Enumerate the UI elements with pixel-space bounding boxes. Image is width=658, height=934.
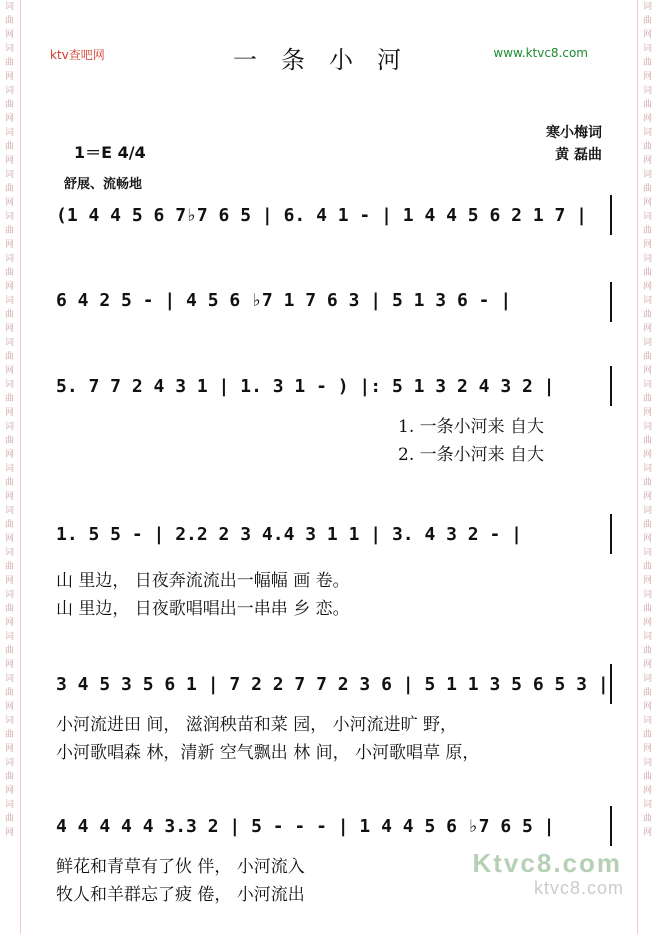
lyric-line-5a: 小河流进田 间， 滋润秧苗和菜 园， 小河流进旷 野， bbox=[56, 715, 458, 735]
lyric-line-3a: 1. 一条小河来 自大 bbox=[398, 417, 545, 437]
right-margin-strip bbox=[637, 0, 658, 934]
lyric-line-5b: 小河歌唱森 林，清新 空气飘出 林 间， 小河歌唱草 原， bbox=[56, 743, 480, 763]
score-line-4: 1. 5 5 - | 2.2 2 3 4.4 3 1 1 | 3. 4 3 2 - | bbox=[56, 524, 522, 545]
right-margin-watermark: 词曲网词曲网词曲网词曲网词曲网词曲网词曲网词曲网词曲网词曲网词曲网词曲网词曲网词曲网词曲网词曲网词曲网词曲网词曲网词曲网 bbox=[643, 2, 653, 838]
lyric-line-6b: 牧人和羊群忘了疲 倦， 小河流出 bbox=[56, 885, 305, 905]
score-line-2: 6 4 2 5 - | 4 5 6 ♭7 1 7 6 3 | 5 1 3 6 - | bbox=[56, 290, 512, 311]
score-line-1: (1 4 4 5 6 7♭7 6 5 | 6. 4 1 - | 1 4 4 5 6 2 1 7 | bbox=[56, 205, 588, 226]
ktvc8-logo-subwatermark: ktvc8.com bbox=[533, 878, 624, 898]
lyric-line-3b: 2. 一条小河来 自大 bbox=[398, 445, 545, 465]
barline bbox=[610, 806, 612, 846]
ktvc8-logo-watermark: Ktvc8.com bbox=[472, 848, 622, 878]
left-margin-strip bbox=[0, 0, 21, 934]
lyric-line-6a: 鲜花和青草有了伙 伴， 小河流入 bbox=[56, 857, 305, 877]
barline bbox=[610, 514, 612, 554]
left-margin-watermark: 词曲网词曲网词曲网词曲网词曲网词曲网词曲网词曲网词曲网词曲网词曲网词曲网词曲网词曲网词曲网词曲网词曲网词曲网词曲网词曲网 bbox=[5, 2, 15, 838]
barline bbox=[610, 282, 612, 322]
score-line-5: 3 4 5 3 5 6 1 | 7 2 2 7 7 2 3 6 | 5 1 1 3 5 6 5 3 | bbox=[56, 674, 609, 695]
score-line-3: 5. 7 7 2 4 3 1 | 1. 3 1 - ) |: 5 1 3 2 4 3 2 | bbox=[56, 376, 555, 397]
barline bbox=[610, 664, 612, 704]
lyric-line-4a: 山 里边， 日夜奔流流出一幅幅 画 卷。 bbox=[56, 571, 350, 591]
key-signature: 1＝E 4/4 bbox=[74, 143, 146, 162]
song-title: 一条小河 bbox=[233, 46, 425, 74]
score-line-6: 4 4 4 4 4 3.3 2 | 5 - - - | 1 4 4 5 6 ♭7 6 5 | bbox=[56, 816, 555, 837]
composer: 黄 磊曲 bbox=[555, 147, 602, 163]
site-watermark-right: www.ktvc8.com bbox=[493, 46, 588, 60]
tempo-marking: 舒展、流畅地 bbox=[64, 177, 143, 192]
credits bbox=[546, 122, 602, 166]
barline bbox=[610, 366, 612, 406]
barline bbox=[610, 195, 612, 235]
lyricist: 寒小梅词 bbox=[546, 125, 602, 141]
lyric-line-4b: 山 里边， 日夜歌唱唱出一串串 乡 恋。 bbox=[56, 599, 350, 619]
site-watermark-left: ktv查吧网 bbox=[50, 48, 105, 62]
